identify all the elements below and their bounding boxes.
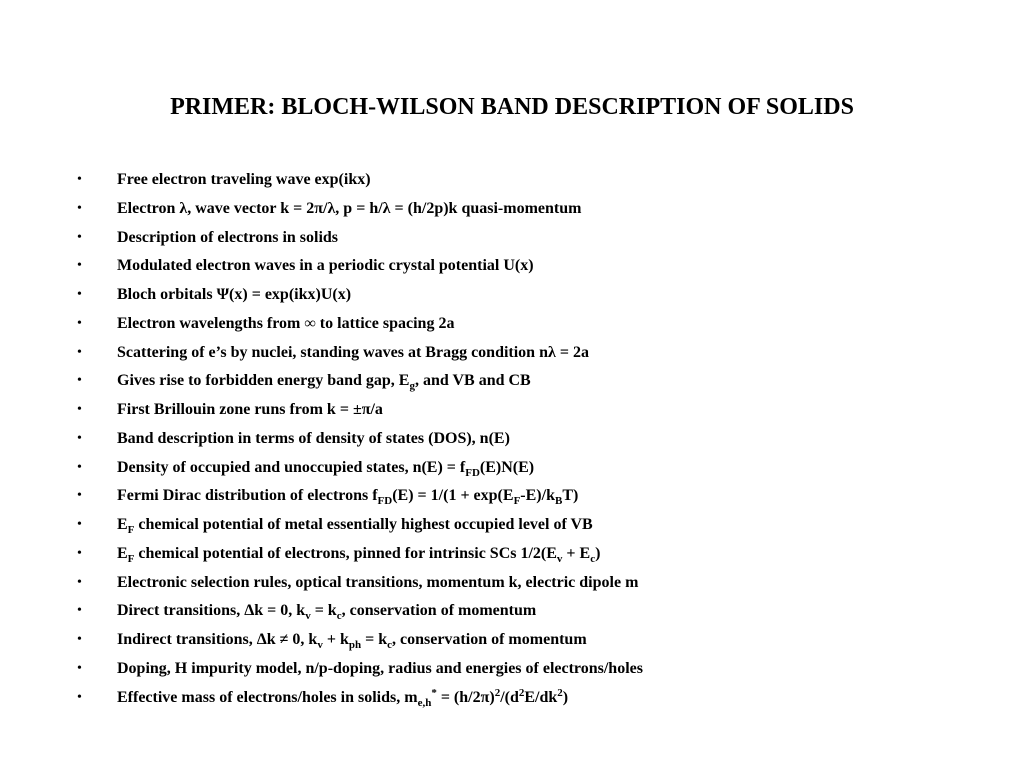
text-run: chemical potential of metal essentially highest occupied level of VB [134, 516, 593, 533]
text-run: Band description in terms of density of states (DOS), n(E) [117, 429, 510, 447]
bullet-dot: • [77, 517, 82, 532]
text-run: Fermi Dirac distribution of electrons f [117, 487, 378, 505]
bullet-dot: • [77, 488, 82, 504]
text-run: E [117, 544, 128, 562]
bullet-item [0, 283, 1024, 312]
text-run: (E) = 1/(1 + exp(E [392, 487, 514, 505]
bullet-text [117, 657, 643, 681]
bullet-item [0, 628, 1024, 657]
text-run: Electronic selection rules, optical transitions, momentum k, electric dipole m [117, 573, 639, 591]
bullet-text [117, 369, 531, 393]
bullet-item [0, 456, 1024, 485]
text-run: ) [595, 544, 601, 562]
text-run: Doping, H impurity model, n/p-doping, radius and energies of electrons/holes [117, 659, 643, 677]
subscript: g [409, 380, 415, 393]
superscript: 2 [557, 686, 563, 699]
text-run: Free electron traveling wave exp(ikx) [117, 171, 371, 188]
text-run: , conservation of momentum [392, 631, 587, 648]
bullet-text [117, 571, 638, 595]
text-run: Electron wavelengths from ∞ to lattice spacing 2a [117, 314, 455, 332]
text-run: Effective mass of electrons/holes in solids, m [117, 688, 418, 706]
bullet-text [117, 484, 578, 508]
bullet-item [0, 312, 1024, 341]
text-run: = k [361, 631, 388, 648]
bullet-text [117, 341, 589, 365]
bullet-item [0, 686, 1024, 715]
bullet-text [117, 427, 510, 451]
bullet-item [0, 513, 1024, 542]
bullet-dot: • [77, 172, 82, 187]
superscript: 2 [494, 686, 501, 699]
text-run: T) [562, 487, 579, 505]
text-run: Scattering of e’s by nuclei, standing waves at Bragg condition nλ = 2a [117, 343, 589, 361]
subscript: c [387, 639, 392, 651]
bullet-text [117, 197, 581, 221]
bullet-text [117, 686, 568, 710]
subscript: FD [465, 466, 480, 479]
subscript: e,h [417, 696, 432, 709]
bullet-dot: • [77, 402, 82, 417]
text-run: Indirect transitions, Δk ≠ 0, k [117, 631, 318, 648]
bullet-dot: • [77, 632, 82, 647]
bullet-item [0, 571, 1024, 600]
subscript: ph [348, 639, 362, 651]
bullet-dot: • [77, 200, 82, 216]
subscript: F [127, 524, 135, 536]
bullet-text [117, 254, 534, 278]
bullet-dot: • [77, 459, 82, 475]
bullet-item [0, 484, 1024, 513]
bullet-item [0, 226, 1024, 255]
subscript: v [556, 552, 563, 565]
text-run: = (h/2π) [436, 688, 495, 706]
text-run: Direct transitions, Δk = 0, k [117, 602, 306, 620]
bullet-dot: • [77, 430, 82, 446]
text-run: /(d [500, 688, 519, 706]
bullet-dot: • [77, 603, 82, 619]
bullet-item [0, 657, 1024, 686]
text-run: ) [562, 688, 569, 706]
bullet-item [0, 542, 1024, 571]
bullet-text [117, 283, 351, 307]
text-run: Modulated electron waves in a periodic crystal potential U(x) [117, 257, 534, 275]
slide-title: PRIMER: BLOCH-WILSON BAND DESCRIPTION OF SOLIDS [170, 94, 854, 120]
subscript: c [590, 552, 596, 565]
superscript: 2 [518, 686, 525, 699]
bullet-text [117, 312, 454, 336]
subscript: F [513, 495, 521, 508]
bullet-dot: • [77, 258, 82, 274]
bullet-item [0, 599, 1024, 628]
text-run: chemical potential of electrons, pinned for intrinsic SCs 1/2(E [134, 544, 557, 562]
bullet-item [0, 398, 1024, 427]
bullet-list [0, 168, 1024, 714]
bullet-text [117, 628, 587, 652]
text-run: Electron λ, wave vector k = 2π/λ, p = h/λ = (h/2p)k quasi-momentum [117, 199, 582, 217]
text-run: -E)/k [520, 487, 555, 505]
bullet-dot: • [77, 229, 82, 245]
bullet-dot: • [77, 344, 82, 360]
text-run: Description of electrons in solids [117, 228, 339, 246]
text-run: = k [310, 602, 337, 620]
subscript: F [127, 552, 135, 565]
text-run: E [117, 516, 128, 533]
superscript: * [431, 686, 437, 699]
bullet-text [117, 456, 534, 480]
subscript: v [317, 639, 323, 651]
bullet-item [0, 168, 1024, 197]
bullet-dot: • [77, 574, 82, 590]
bullet-dot: • [77, 545, 82, 561]
text-run: Gives rise to forbidden energy band gap, E [117, 372, 410, 390]
bullet-item [0, 369, 1024, 398]
text-run: First Brillouin zone runs from k = ±π/a [117, 401, 383, 418]
bullet-text [117, 398, 383, 422]
text-run: Bloch orbitals Ψ(x) = exp(ikx)U(x) [117, 286, 352, 303]
subscript: FD [377, 495, 393, 508]
subscript: B [554, 495, 563, 508]
bullet-dot: • [77, 689, 82, 705]
bullet-item [0, 341, 1024, 370]
bullet-item [0, 427, 1024, 456]
subscript: v [305, 610, 311, 623]
text-run: , and VB and CB [414, 372, 531, 390]
bullet-text [117, 542, 600, 566]
subscript: c [336, 610, 342, 623]
text-run: (E)N(E) [479, 458, 535, 476]
bullet-text [117, 168, 371, 192]
bullet-dot: • [77, 287, 82, 302]
text-run: Density of occupied and unoccupied states, n(E) = f [117, 458, 466, 476]
bullet-dot: • [77, 373, 82, 389]
text-run: + k [322, 631, 349, 648]
bullet-dot: • [77, 660, 82, 676]
text-run: + E [562, 544, 591, 562]
bullet-item [0, 254, 1024, 283]
bullet-text [117, 599, 536, 623]
bullet-text [117, 513, 593, 537]
bullet-text [117, 226, 338, 250]
text-run: E/dk [524, 688, 558, 706]
bullet-dot: • [77, 315, 82, 331]
text-run: , conservation of momentum [341, 602, 537, 620]
bullet-item [0, 197, 1024, 226]
